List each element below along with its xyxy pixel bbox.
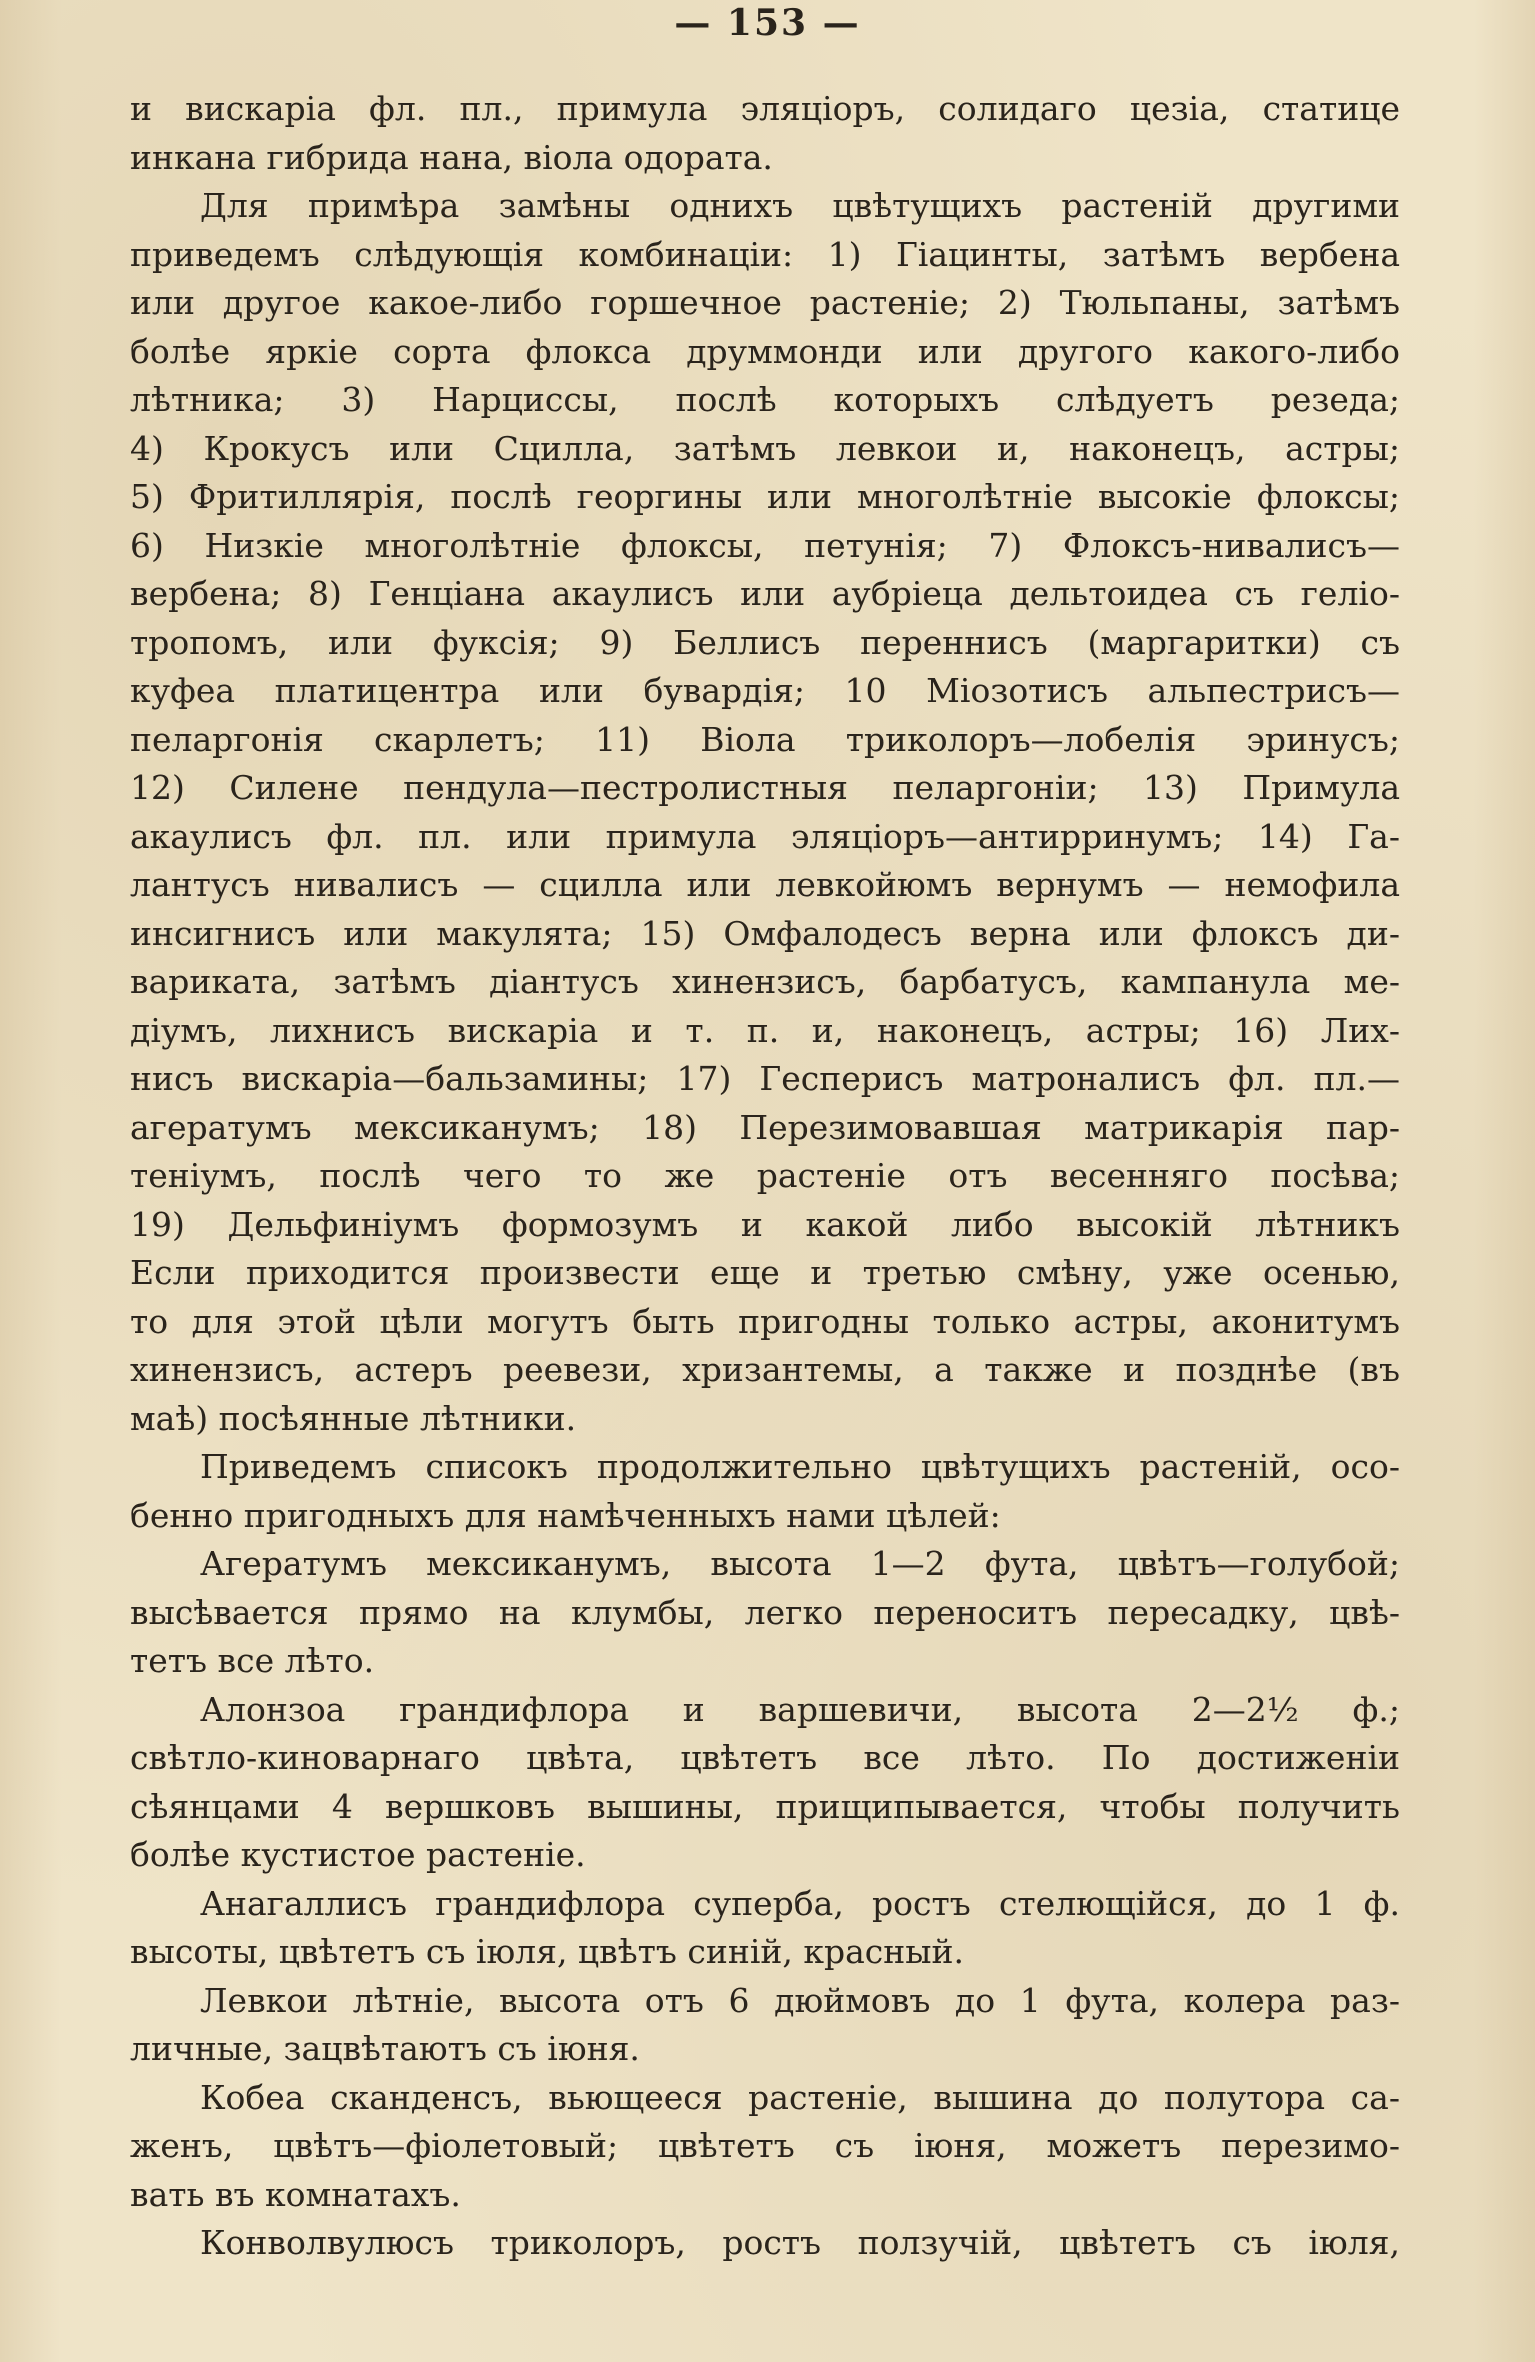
text-line: лантусъ нивалисъ — сцилла или левкойюмъ вернумъ — немофила — [130, 865, 1400, 904]
text-line: куфеа платицентра или бувардiя; 10 Мiозотисъ альпестрисъ— — [130, 671, 1400, 710]
text-line: болѣе кустистое растенiе. — [130, 1835, 586, 1874]
text-line: или другое какое-либо горшечное растенiе; 2) Тюльпаны, затѣмъ — [130, 283, 1400, 322]
text-line: высоты, цвѣтетъ съ iюля, цвѣтъ синiй, красный. — [130, 1932, 965, 1971]
text-line: Анагаллисъ грандифлора суперба, ростъ стелющiйся, до 1 ф. — [200, 1883, 1400, 1923]
text-line: Если приходится произвести еще и третью смѣну, уже осенью, — [130, 1253, 1400, 1292]
text-line: 5) Фритиллярiя, послѣ георгины или многолѣтнiе высокiе флоксы; — [130, 477, 1400, 516]
text-line: Кобеа скандeнсъ, вьющееся растенiе, вышина до полутора са- — [200, 2077, 1400, 2117]
text-line: тетъ все лѣто. — [130, 1641, 375, 1680]
text-line: хинензисъ, астеръ реевези, хризантемы, а также и позднѣе (въ — [130, 1350, 1400, 1389]
text-line: Агератумъ мексиканумъ, высота 1—2 фута, цвѣтъ—голубой; — [200, 1544, 1400, 1583]
text-line: вербена; 8) Генцiана акаулисъ или аубрiеца дельтоидеа съ гелio- — [130, 574, 1400, 613]
text-line: свѣтло-киноварнаго цвѣта, цвѣтетъ все лѣто. По достиженiи — [130, 1738, 1400, 1777]
text-line: вариката, затѣмъ дiантусъ хинензисъ, барбатусъ, кампанула ме- — [130, 962, 1400, 1001]
text-line: инсигнисъ или макулята; 15) Омфалодесъ верна или флоксъ ди- — [130, 913, 1400, 953]
text-line: пеларгонiя скарлетъ; 11) Вiола триколоръ—лобелiя эринусъ; — [130, 719, 1400, 759]
text-line: высѣвается прямо на клумбы, легко переноситъ пересадку, цвѣ- — [130, 1592, 1400, 1632]
text-line: бенно пригодныхъ для намѣченныхъ нами цѣлей: — [130, 1495, 1001, 1535]
text-line: Левкои лѣтнiе, высота отъ 6 дюймовъ до 1 фута, колера раз- — [200, 1980, 1400, 2020]
text-line: женъ, цвѣтъ—фiолетовый; цвѣтетъ съ iюня, можетъ перезимо- — [130, 2126, 1400, 2165]
text-line: инкана гибрида нана, вiола одората. — [130, 137, 773, 177]
text-line: лѣтника; 3) Нарциссы, послѣ которыхъ слѣдуетъ резеда; — [130, 380, 1400, 419]
text-line: Конволвулюсъ триколоръ, ростъ ползучiй, цвѣтетъ съ iюля, — [200, 2223, 1400, 2262]
text-line: нисъ вискарiа—бальзамины; 17) Гесперисъ матроналисъ фл. пл.— — [130, 1059, 1400, 1098]
text-line: тенiумъ, послѣ чего то же растенiе отъ весенняго посѣва; — [130, 1156, 1400, 1195]
text-line: 19) Дельфинiумъ формозумъ и какой либо высокiй лѣтникъ — [130, 1204, 1400, 1244]
text-line: акаулисъ фл. пл. или примула эляцiоръ—антирринумъ; 14) Га- — [130, 816, 1400, 856]
text-line: маѣ) посѣянные лѣтники. — [130, 1398, 577, 1438]
body-text — [130, 85, 1400, 2268]
text-line: Приведемъ списокъ продолжительно цвѣтущихъ растенiй, осо- — [200, 1447, 1400, 1486]
text-line: Алонзоа грандифлора и варшевичи, высота 2—2½ ф.; — [200, 1689, 1400, 1729]
text-line: 4) Крокусъ или Сцилла, затѣмъ левкои и, наконецъ, астры; — [130, 428, 1400, 468]
text-line: тропомъ, или фуксiя; 9) Беллисъ переннисъ (маргаритки) съ — [130, 622, 1400, 662]
text-line: то для этой цѣли могутъ быть пригодны только астры, аконитумъ — [130, 1301, 1400, 1341]
text-line: болѣе яркiе сорта флокса друммонди или другого какого-либо — [130, 331, 1400, 371]
text-line: вать въ комнатахъ. — [130, 2174, 461, 2214]
text-line: Для примѣра замѣны однихъ цвѣтущихъ растенiй другими — [200, 186, 1400, 225]
text-line: приведемъ слѣдующiя комбинацiи: 1) Гiацинты, затѣмъ вербена — [130, 234, 1400, 274]
text-line: и вискарiа фл. пл., примула эляцiоръ, солидаго цезiа, статице — [130, 89, 1400, 128]
text-line: сѣянцами 4 вершковъ вышины, прищипывается, чтобы получить — [130, 1786, 1400, 1826]
text-line: дiумъ, лихнисъ вискарiа и т. п. и, наконецъ, астры; 16) Лих- — [130, 1010, 1400, 1050]
text-line: агератумъ мексиканумъ; 18) Перезимовавшая матрикарiя пар- — [130, 1107, 1400, 1147]
page-number: — 153 — — [674, 2, 861, 44]
text-line: 12) Силене пендула—пестролистныя пеларгонiи; 13) Примула — [130, 768, 1400, 807]
text-line: личные, зацвѣтаютъ съ iюня. — [130, 2029, 640, 2068]
text-line: 6) Низкiе многолѣтнiе флоксы, петунiя; 7) Флоксъ-нивалисъ— — [130, 525, 1400, 565]
